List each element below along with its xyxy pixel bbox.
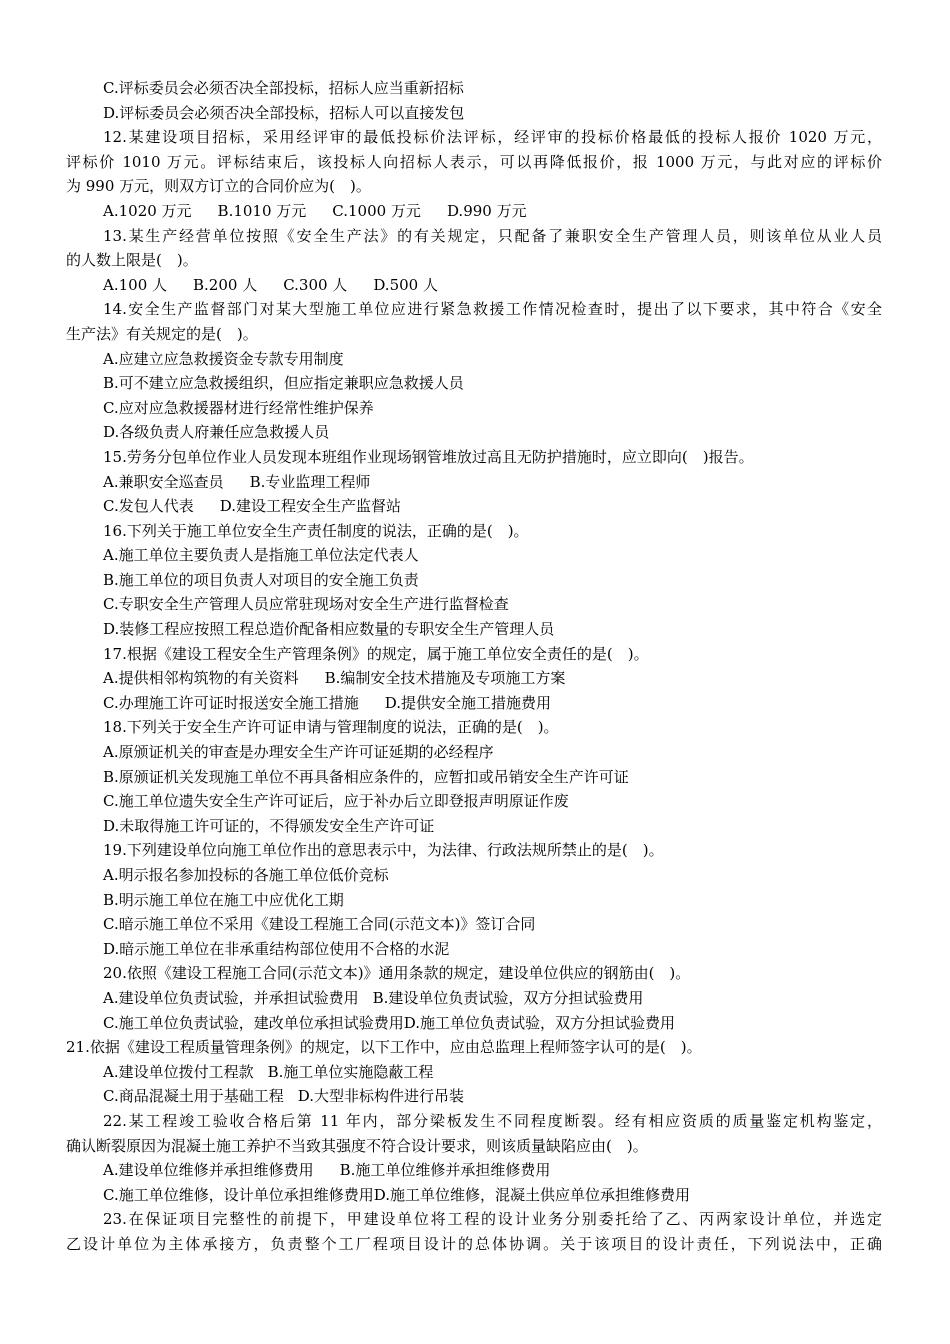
q17-options-cd: [66, 691, 882, 716]
q14-stem-line1: 14.安全生产监督部门对某大型施工单位应进行紧急救援工作情况检查时，提出了以下要求，其中符合《安全: [103, 300, 882, 319]
q18-option-b: B.原颁证机关发现施工单位不再具备相应条件的，应暂扣或吊销安全生产许可证: [103, 767, 629, 786]
q22-stem-line2: 确认断裂原因为混凝土施工养护不当致其强度不符合设计要求，则该质量缺陷应由( )。: [66, 1136, 648, 1155]
q20-option-a: A.建设单位负责试验，并承担试验费用: [103, 988, 359, 1007]
q12-option-b: B.1010 万元: [217, 201, 307, 220]
q15-stem-line1: 15.劳务分包单位作业人员发现本班组作业现场钢管堆放过高且无防护措施时，应立即向( )报告。: [103, 447, 754, 466]
q20-options-ab: [66, 986, 882, 1011]
q19-option-a: A.明示报名参加投标的各施工单位低价竞标: [103, 866, 389, 884]
q13-option-b: B.200 人: [193, 275, 258, 294]
q20-stem-line1: 20.依照《建设工程施工合同(示范文本)》通用条款的规定，建设单位供应的钢筋由( )。: [103, 964, 691, 983]
q13-option-c: C.300 人: [283, 275, 348, 294]
q21-option-c: C.商品混凝土用于基础工程: [103, 1087, 284, 1106]
q17-options-ab: [66, 666, 882, 691]
q20-option-d: D.施工单位负责试验，双方分担试验费用: [403, 1013, 675, 1032]
q17-option-b: B.编制安全技术措施及专项施工方案: [324, 669, 566, 688]
q18-stem-line1: 18.下列关于安全生产许可证申请与管理制度的说法，正确的是( )。: [103, 718, 559, 737]
q14-option-d: D.各级负责人府兼任应急救援人员: [103, 423, 330, 442]
q21-stem-line1: 21.依据《建设工程质量管理条例》的规定，以下工作中，应由总监理上程师签字认可的是( )。: [66, 1038, 702, 1057]
q12-stem-line1: 12.某建设项目招标，采用经评审的最低投标价法评标，经评审的投标价格最低的投标人报价 1020 万元，: [103, 128, 882, 147]
q11-option-d: D.评标委员会必须否决全部投标，招标人可以直接发包: [103, 103, 465, 122]
q16-stem-line1: 16.下列关于施工单位安全生产责任制度的说法，正确的是( )。: [103, 521, 529, 540]
q21-option-b: B.施工单位实施隐蔽工程: [267, 1062, 434, 1081]
q15-option-d: D.建设工程安全生产监督站: [219, 497, 401, 516]
q17-option-a: A.提供相邻构筑物的有关资料: [103, 669, 299, 688]
q17-option-c: C.办理施工许可证时报送安全施工措施: [103, 693, 359, 712]
q18-option-a: A.原颁证机关的审查是办理安全生产许可证延期的必经程序: [103, 743, 494, 762]
q12-stem-line3: 为 990 万元，则双方订立的合同价应为( )。: [66, 177, 371, 196]
q20-option-b: B.建设单位负责试验，双方分担试验费用: [372, 988, 644, 1007]
q19-stem-line1: 19.下列建设单位向施工单位作出的意思表示中，为法律、行政法规所禁止的是( )。: [103, 841, 664, 860]
q22-option-c: C.施工单位维修，设计单位承担维修费用: [103, 1185, 374, 1204]
q20-options-cd: [66, 1011, 882, 1036]
q18-option-c: C.施工单位遗失安全生产许可证后，应于补办后立即登报声明原证作废: [103, 792, 569, 811]
q22-option-a: A.建设单位维修并承担维修费用: [103, 1161, 314, 1180]
q22-options-cd: [66, 1183, 882, 1208]
q12-option-a: A.1020 万元: [103, 201, 192, 220]
q12-stem-line2: 评标价 1010 万元。评标结束后，该投标人向招标人表示，可以再降低报价，报 1000 万元，与此对应的评标价: [66, 152, 882, 171]
q15-option-b: B.专业监理工程师: [249, 472, 371, 491]
q12-option-c: C.1000 万元: [332, 201, 421, 220]
q21-option-a: A.建设单位拨付工程款: [103, 1062, 254, 1081]
q17-option-d: D.提供安全施工措施费用: [384, 693, 551, 712]
q13-stem-line1: 13.某生产经营单位按照《安全生产法》的有关规定，只配备了兼职安全生产管理人员，则该单位从业人员: [103, 226, 882, 245]
q19-option-d: D.暗示施工单位在非承重结构部位使用不合格的水泥: [103, 939, 450, 958]
q15-option-a: A.兼职安全巡查员: [103, 472, 224, 491]
q16-option-b: B.施工单位的项目负责人对项目的安全施工负责: [103, 570, 419, 589]
q16-option-d: D.装修工程应按照工程总造价配备相应数量的专职安全生产管理人员: [103, 620, 555, 639]
q13-option-d: D.500 人: [373, 275, 438, 294]
exam-page: [66, 76, 882, 1257]
q23-stem-line2: 乙设计单位为主体承接方，负责整个工厂程项目设计的总体协调。关于该项目的设计责任，下列说法中，正确: [66, 1234, 882, 1253]
q22-stem-line1: 22.某工程竣工验收合格后第 11 年内，部分梁板发生不同程度断裂。经有相应资质的质量鉴定机构鉴定，: [103, 1111, 882, 1130]
q16-option-a: A.施工单位主要负责人是指施工单位法定代表人: [103, 546, 419, 565]
q22-option-b: B.施工单位维修并承担维修费用: [339, 1161, 551, 1180]
q14-option-b: B.可不建立应急救援组织，但应指定兼职应急救援人员: [103, 374, 464, 393]
q23-stem-line1: 23.在保证项目完整性的前提下，甲建设单位将工程的设计业务分别委托给了乙、丙两家设计单位，并选定: [103, 1210, 882, 1229]
q17-stem-line1: 17.根据《建设工程安全生产管理条例》的规定，属于施工单位安全责任的是( )。: [103, 644, 649, 663]
q22-option-d: D.施工单位维修，混凝土供应单位承担维修费用: [373, 1185, 690, 1204]
q21-options-ab: [66, 1060, 882, 1085]
q14-option-c: C.应对应急救援器材进行经常性维护保养: [103, 398, 374, 417]
q13-options: [66, 273, 882, 298]
q18-option-d: D.未取得施工许可证的，不得颁发安全生产许可证: [103, 816, 435, 835]
q12-option-d: D.990 万元: [446, 201, 527, 220]
q19-option-c: C.暗示施工单位不采用《建设工程施工合同(示范文本)》签订合同: [103, 915, 536, 934]
q22-options-ab: [66, 1158, 882, 1183]
q19-option-b: B.明示施工单位在施工中应优化工期: [103, 890, 344, 909]
q12-options: [66, 199, 882, 224]
q15-option-c: C.发包人代表: [103, 497, 194, 516]
q15-options-cd: [66, 494, 882, 519]
q20-option-c: C.施工单位负责试验，建改单位承担试验费用: [103, 1013, 404, 1032]
q13-option-a: A.100 人: [103, 275, 167, 294]
q21-option-d: D.大型非标构件进行吊装: [297, 1087, 464, 1106]
q15-options-ab: [66, 470, 882, 495]
q11-option-c: C.评标委员会必须否决全部投标，招标人应当重新招标: [103, 79, 464, 97]
q16-option-c: C.专职安全生产管理人员应常驻现场对安全生产进行监督检查: [103, 595, 509, 614]
q14-option-a: A.应建立应急救援资金专款专用制度: [103, 349, 344, 368]
q21-options-cd: [66, 1084, 882, 1109]
q14-stem-line2: 生产法》有关规定的是( )。: [66, 324, 258, 343]
q13-stem-line2: 的人数上限是( )。: [66, 251, 198, 270]
